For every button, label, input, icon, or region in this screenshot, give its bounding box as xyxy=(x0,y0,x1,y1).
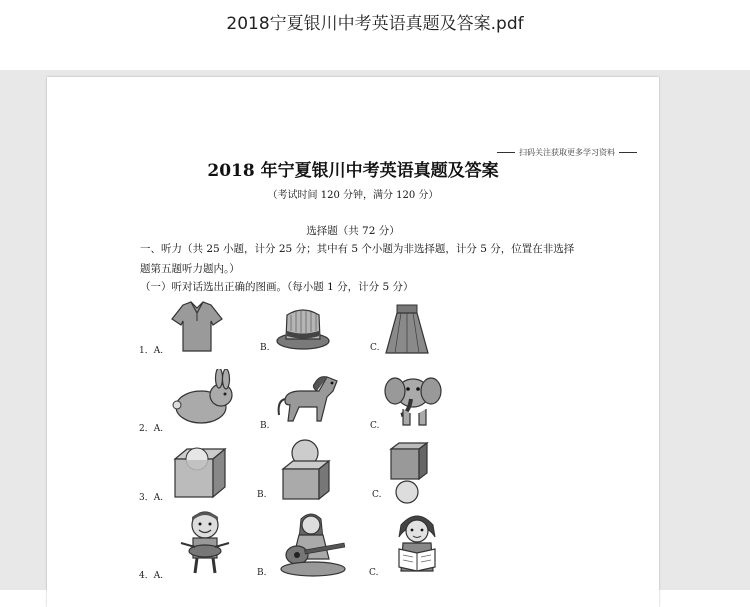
q4-label-b: B. xyxy=(257,568,267,578)
q1-label-c: C. xyxy=(370,343,380,353)
horse-picture xyxy=(275,371,345,427)
pdf-viewer[interactable] xyxy=(0,70,750,590)
q2-label-b: B. xyxy=(260,421,270,431)
pdf-page xyxy=(47,77,659,607)
hat-picture xyxy=(275,303,331,353)
q3-label-b: B. xyxy=(257,490,267,500)
title-bar xyxy=(0,0,750,70)
girl-reading-picture xyxy=(385,511,449,577)
t-shirt-picture xyxy=(169,299,225,355)
q3-label-c: C. xyxy=(372,490,382,500)
ball-in-box-picture xyxy=(171,445,229,501)
q1-label-b: B. xyxy=(260,343,270,353)
part1-intro: 一、听力（共 25 小题，计分 25 分；其中有 5 个小题为非选择题，计分 5 分，位置在非选择题第五题听力题内。） xyxy=(140,243,575,275)
skirt-picture xyxy=(383,301,431,357)
q3-label-a: 3．A. xyxy=(139,493,164,503)
document-subtitle: （考试时间 120 分钟，满分 120 分） xyxy=(267,190,439,201)
q1-label-a: 1．A. xyxy=(139,346,164,356)
q2-label-a: 2．A. xyxy=(139,424,164,434)
girl-playing-guitar-picture xyxy=(275,511,349,577)
watermark-text: 扫码关注获取更多学习资料 xyxy=(519,148,615,157)
section-heading: 选择题（共 72 分） xyxy=(306,225,400,237)
ball-under-box-picture xyxy=(387,439,433,505)
file-title: 2018宁夏银川中考英语真题及答案.pdf xyxy=(226,14,524,34)
rabbit-picture xyxy=(171,369,239,427)
document-title: 2018 年宁夏银川中考英语真题及答案 xyxy=(207,161,499,181)
elephant-picture xyxy=(383,369,443,429)
q2-label-c: C. xyxy=(370,421,380,431)
q4-label-a: 4．A. xyxy=(139,571,164,581)
q4-label-c: C. xyxy=(369,568,379,578)
part1-sub: （一）听对话选出正确的图画。（每小题 1 分，计分 5 分） xyxy=(140,281,414,293)
boy-drumming-picture xyxy=(173,509,237,575)
ball-on-box-picture xyxy=(279,437,335,503)
